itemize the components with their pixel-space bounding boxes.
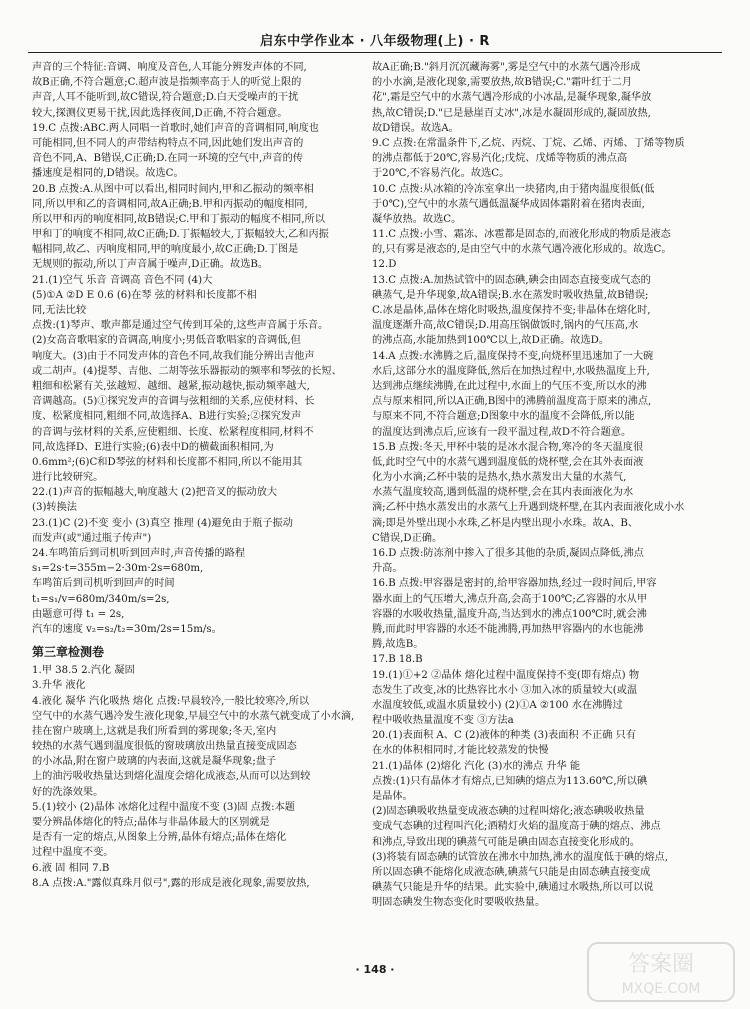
text-line: 20.(1)表面积 A、C (2)液体的种类 (3)表面积 不正确 只有 <box>372 730 637 742</box>
header-rule <box>28 52 722 53</box>
text-line: 碘蒸气只能是升华的结果。此实验中,碘通过水吸热,所以可以说 <box>372 882 654 894</box>
text-line: 或二胡声。(4)提琴、吉他、二胡等弦乐器振动的频率和琴弦的长短、 <box>32 365 342 377</box>
text-line: 15.B 点拨:冬天,甲杯中装的是冰水混合物,寒冷的冬天温度很 <box>372 441 644 453</box>
text-line: 低,此时空气中的水蒸气遇到温度低的烧杯壁,会在其外表面液 <box>372 456 644 468</box>
text-line: 20.B 点拨:A.从图中可以看出,相同时间内,甲和乙振动的频率相 <box>32 183 314 195</box>
text-line: 与原来不同,不符合题意;D图象中水的温度不会降低,所以能 <box>372 411 635 423</box>
text-line: 同,无法比较 <box>32 305 87 316</box>
text-line: C错误,D正确。 <box>372 532 443 544</box>
text-line: 无规则的振动,所以丁声音属于噪声,D正确。故选B。 <box>32 259 269 271</box>
text-line: 的小冰晶,附在窗户玻璃的内表面,这就是凝华现象;盘子 <box>32 756 277 768</box>
text-line: 是否有一定的熔点,从图象上分辨,晶体有熔点;晶体在熔化 <box>32 832 287 844</box>
text-line: 幅相同,故乙、丙响度相同,甲的响度最小,故C正确;D.丁图是 <box>32 244 299 256</box>
text-line: 容器的水吸收热量,温度升高,当达到水的沸点100℃时,就会沸 <box>372 608 647 620</box>
watermark-logo <box>586 941 736 1003</box>
text-line: 水后,这部分水的温度降低,然后在加热过程中,水吸热温度上升, <box>372 365 650 377</box>
text-line: 腾,而此时甲容器的水还不能沸腾,再加热甲容器内的水也能沸 <box>372 623 644 635</box>
section-title: 第三章检测卷 <box>32 645 105 660</box>
text-line: 11.C 点拨:小雪、霜冻、冰雹都是固态的,而液化形成的物质是液态 <box>372 229 671 241</box>
text-line: 态发生了改变,冰的比热容比水小 ③加入冰的质量较大(或温 <box>372 684 638 696</box>
text-line: 程中吸收热量温度不变 ③方法a <box>372 715 514 727</box>
text-line: 而发声(或"通过瓶子传声") <box>32 532 152 544</box>
text-line: 器水面上的气压增大,沸点升高,会高于100℃;乙容器的水从甲 <box>372 593 648 605</box>
text-line: 在水的体积相同时,才能比较蒸发的快慢 <box>372 745 549 757</box>
text-line: 点拨:(1)只有晶体才有熔点,已知碘的熔点为113.60℃,所以碘 <box>372 775 648 787</box>
text-line: 声音,人耳不能听到,故C错误,符合题意;D.白天受噪声的干扰 <box>32 92 299 104</box>
text-line: 挂在窗户玻璃上,这就是我们所看到的雾现象;冬天,室内 <box>32 725 277 737</box>
text-line: 的,只有雾是液态的,是由空气中的水蒸气遇冷液化形成的。故选C。 <box>372 244 672 256</box>
text-line: 要分辨晶体熔化的特点;晶体与非晶体最大的区别就是 <box>32 817 270 828</box>
text-line: 声音的三个特征:音调、响度及音色,人耳能分辨发声体的不同, <box>32 62 307 73</box>
text-line: 19.(1)①+2 ②晶体 熔化过程中温度保持不变(即有熔点) 物 <box>372 669 640 681</box>
text-line: 的音调与弦材料的关系,应使粗细、长度、松紧程度相同,材料不 <box>32 426 314 438</box>
text-line: 点拨:(1)琴声、歌声都是通过空气传到耳朵的,这些声音属于乐音。 <box>32 320 329 332</box>
text-line: (3)转换法 <box>32 502 77 514</box>
left-column <box>32 60 358 891</box>
text-line: 凝华放热。故选C。 <box>372 213 462 225</box>
text-line: 上的油污吸收热量达到熔化温度会熔化成液态,从而可以达到较 <box>32 771 311 783</box>
text-line: 9.C 点拨:在常温条件下,乙烷、丙烷、丁烷、乙烯、丙烯、丁烯等物质 <box>372 137 685 149</box>
text-line: 水温度较低,或温水质量较小) (2)①A ②100 水在沸腾过 <box>372 699 623 711</box>
text-line: 4.液化 凝华 汽化吸热 熔化 点拨:早晨较冷,一般比较寒冷,所以 <box>32 695 310 707</box>
text-line: 23.(1)C (2)不变 变小 (3)真空 推理 (4)避免由于瓶子振动 <box>32 517 293 529</box>
text-line: 过程中温度不变。 <box>32 847 114 859</box>
text-line: 和沸点,导致出现的碘蒸气可能是碘由固态直接变化形成的。 <box>372 836 641 848</box>
text-line: 于20℃,不容易汽化。故选C。 <box>372 168 510 180</box>
text-line: 度、松紧度相同,粗细不同,故选择A、B进行实验;②探究发声 <box>32 411 302 423</box>
text-line: 16.B 点拨:甲容器是密封的,给甲容器加热,经过一段时间后,甲容 <box>372 578 657 590</box>
text-line: (2)女高音歌唱家的音调高,响度小;男低音歌唱家的音调低,但 <box>32 335 301 347</box>
text-line: (2)固态碘吸收热量变成液态碘的过程叫熔化;液态碘吸收热量 <box>372 806 645 818</box>
left-answer-lines-2 <box>32 663 358 891</box>
text-line: 6.液 固 相同 7.B <box>32 862 110 874</box>
text-line: 0.6mm²;(6)C和D琴弦的材料和长度都不相同,所以不能用其 <box>32 456 303 468</box>
text-line: 的温度达到沸点后,应该有一段平温过程,故D不符合题意。 <box>372 426 632 438</box>
text-line: 明固态碘发生物态变化时要吸收热量。 <box>372 897 546 909</box>
text-line: 12.D <box>372 259 397 271</box>
text-line: 故B正确,不符合题意;C.超声波是指频率高于人的听觉上限的 <box>32 77 302 89</box>
watermark-url: MXQE.COM <box>621 981 701 997</box>
text-line: 1.甲 38.5 2.汽化 凝固 <box>32 665 135 677</box>
page-header: 启东中学作业本 · 八年级物理(上) · R <box>260 34 490 49</box>
watermark-text: 答案圈 <box>627 952 695 977</box>
text-line: 好的洗涤效果。 <box>32 786 104 798</box>
text-line: 故A正确;B."斜月沉沉藏海雾",雾是空气中的水蒸气遇冷形成 <box>372 62 641 73</box>
right-answer-lines <box>372 60 698 911</box>
text-line: 较大,探测仪更易干扰,因此选择夜间,D正确,不符合题意。 <box>32 107 288 119</box>
text-line: 的小水滴,是液化现象,需要放热,故B错误;C."霜叶红于二月 <box>372 77 633 89</box>
page-number: · 148 · <box>355 963 395 976</box>
text-line: 同,故选择D、E进行实验;(6)表中D的横截面积相同,为 <box>32 441 274 453</box>
text-line: 8.A 点拨:A."露似真珠月似弓",露的形成是液化现象,需要放热, <box>32 877 310 889</box>
text-line: 播速度是相同的,D错误。故选C。 <box>32 168 184 180</box>
text-line: 车鸣笛后到司机听到回声的时间 <box>32 578 175 590</box>
text-line: 故D错误。故选A。 <box>372 122 459 134</box>
text-line: 汽车的速度 v₂=s₂/t₂=30m/2s=15m/s。 <box>32 623 222 635</box>
text-line: 热,故C错误;D."已是悬崖百丈冰",冰是水凝固形成的,凝固放热, <box>372 107 651 119</box>
text-line: 10.C 点拨:从冰箱的冷冻室拿出一块猪肉,由于猪肉温度很低(低 <box>372 183 655 195</box>
text-line: 空气中的水蒸气遇冷发生液化现象,早晨空气中的水蒸气就变成了小水滴, <box>32 710 355 722</box>
text-line: 花",霜是空气中的水蒸气遇冷形成的小冰晶,是凝华现象,凝华放 <box>372 92 652 104</box>
text-line: 音调越高。(5)①探究发声的音调与弦粗细的关系,应使材料、长 <box>32 396 315 408</box>
text-line: 同,所以甲和乙的音调相同,故A正确;B.甲和丙振动的幅度相同, <box>32 198 308 210</box>
text-line: C.冰是晶体,晶体在熔化时吸热,温度保持不变;非晶体在熔化时, <box>372 305 651 316</box>
left-answer-lines <box>32 60 358 637</box>
text-line: 21.(1)空气 乐音 音调高 音色不同 (4)大 <box>32 274 213 286</box>
text-line: s₁=2s·t=355m−2·30m·2s=680m, <box>32 563 204 575</box>
text-line: 于0℃),空气中的水蒸气遇低温凝华成固体霜附着在猪肉表面, <box>372 198 645 210</box>
text-line: 滴;即是外壁出现小水珠,乙杯是内壁出现小水珠。故A、B、 <box>372 517 639 529</box>
text-line: 达到沸点继续沸腾,在此过程中,水面上的气压不变,所以水的沸 <box>372 380 647 392</box>
text-line: 由题意可得 t₁ = 2s, <box>32 608 125 620</box>
text-line: 较热的水蒸气遇到温度很低的窗玻璃放出热量直接变成固态 <box>32 741 297 753</box>
text-line: 所以固态碘不能熔化成液态碘,碘蒸气只能是由固态碘直接变成 <box>372 866 651 878</box>
text-line: (5)①A ②D E 0.6 (6)在琴 弦的材料和长度都不相 <box>32 289 257 301</box>
text-line: t₁=s₁/v=680m/340m/s=2s, <box>32 593 170 605</box>
text-line: 24.车鸣笛后到司机听到回声时,声音传播的路程 <box>32 548 246 559</box>
text-line: 响度大。(3)由于不同发声体的音色不同,故我们能分辨出吉他声 <box>32 350 315 362</box>
text-line: 的沸点高,水能加热到100℃以上,故D正确。故选D。 <box>372 335 610 347</box>
text-line: 变成气态碘的过程叫汽化;酒精灯火焰的温度高于碘的熔点、沸点 <box>372 821 661 833</box>
text-line: 碘蒸气,是升华现象,故A错误;B.水在蒸发时吸收热量,故B错误; <box>372 289 649 301</box>
text-line: 17.B 18.B <box>372 654 423 666</box>
text-line: 腾,故选B。 <box>372 639 424 651</box>
text-line: 22.(1)声音的振幅越大,响度越大 (2)把音叉的振动放大 <box>32 487 278 499</box>
text-line: (3)将装有固态碘的试管放在沸水中加热,沸水的温度低于碘的熔点, <box>372 851 668 863</box>
text-line: 的沸点都低于20℃,容易汽化;戊烷、戊烯等物质的沸点高 <box>372 153 628 165</box>
text-line: 甲和丁的响度不相同,故C正确;D.丁振幅较大,丁振幅较大,乙和丙振 <box>32 229 329 241</box>
right-column <box>372 60 698 911</box>
text-line: 进行比较研究。 <box>32 472 104 484</box>
text-line: 21.(1)晶体 (2)熔化 汽化 (3)水的沸点 升华 能 <box>372 760 581 772</box>
text-line: 19.C 点拨:ABC.两人同唱一首歌时,她们声音的音调相同,响度也 <box>32 122 319 134</box>
text-line: 5.(1)较小 (2)晶体 冰熔化过程中温度不变 (3)固 点拨:本题 <box>32 801 295 813</box>
text-line: 滴;乙杯中热水蒸发出的水蒸气上升遇到烧杯壁,在其内表面液化成小水 <box>372 502 685 514</box>
text-line: 14.A 点拨:水沸腾之后,温度保持不变,向烧杯里迅速加了一大碗 <box>372 350 654 362</box>
text-line: 音色不同,A、B错误,C正确;D.在同一环境的空气中,声音的传 <box>32 153 303 165</box>
text-line: 化为小水滴;乙杯中装的是热水,热水蒸发出大量的水蒸气, <box>372 472 627 484</box>
text-line: 水蒸气温度较高,遇到低温的烧杯壁,会在其内表面液化为水 <box>372 487 634 499</box>
text-line: 点与原来相同,所以A正确,B图中的沸腾前温度高于原来的沸点, <box>372 396 652 408</box>
text-line: 可能相同,但不同人的声带结构特点不同,因此她们发出声音的 <box>32 137 304 149</box>
text-line: 13.C 点拨:A.加热试管中的固态碘,碘会由固态直接变成气态的 <box>372 274 651 286</box>
text-line: 所以甲和丙的响度相同,故B错误;C.甲和丁振动的幅度不相同,所以 <box>32 213 325 225</box>
text-line: 16.D 点拨:防冻剂中掺入了很多其他的杂质,凝固点降低,沸点 <box>372 548 644 559</box>
text-line: 温度逐渐升高,故C错误;D.用高压锅做饭时,锅内的气压高,水 <box>372 320 639 332</box>
text-line: 是晶体。 <box>372 791 413 802</box>
text-line: 3.升华 液化 <box>32 680 86 692</box>
text-line: 升高。 <box>372 563 403 575</box>
text-line: 粗细和松紧有关,弦越短、越细、越紧,振动越快,振动频率越大, <box>32 380 310 392</box>
